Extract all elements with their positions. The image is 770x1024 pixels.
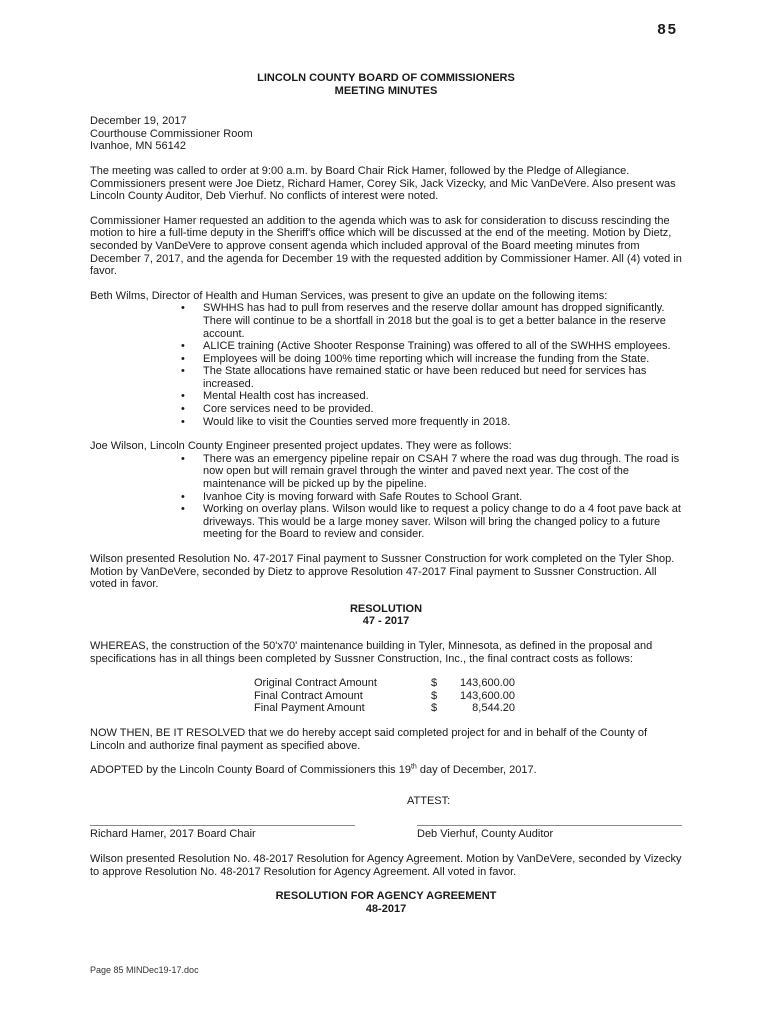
attest-label: ATTEST: bbox=[407, 794, 451, 807]
amount-value: 143,600.00 bbox=[459, 689, 515, 702]
list-item: • Core services need to be provided. bbox=[90, 403, 682, 416]
auditor-name: Deb Vierhuf, County Auditor bbox=[417, 828, 554, 841]
amount-value: 8,544.20 bbox=[472, 702, 515, 715]
chair-signature bbox=[90, 825, 355, 841]
agenda-paragraph: Commissioner Hamer requested an addition to the agenda which was to ask for consideration to discuss rescinding the motion to hire a full-time deputy in the Sheriff's office which will be discussed at the end of the meeting. Motion by Dietz, seconded by VanDeVere to approve consent agenda which included approval of the Board meeting minutes from December 7, 2017, and the agenda for December 19 with the requested addition by Commissioner Hamer. All (4) voted in favor. bbox=[90, 214, 682, 278]
list-item: • Would like to visit the Counties served more frequently in 2018. bbox=[90, 416, 682, 429]
document-subtitle: MEETING MINUTES bbox=[334, 84, 438, 97]
engineer-intro-paragraph: Joe Wilson, Lincoln County Engineer presented project updates. They were as follows: bbox=[90, 440, 512, 453]
signature-line bbox=[90, 825, 355, 826]
resolved-paragraph: NOW THEN, BE IT RESOLVED that we do hereby accept said completed project for and in behalf of the County of Lincoln and authorize final payment as specified above. bbox=[90, 726, 647, 752]
adopted-text-end: day of December, 2017. bbox=[416, 764, 537, 777]
list-item: • Working on overlay plans. Wilson would like to request a policy change to do a 4 foot pave back at driveways. This would be a large money saver. Wilson will bring the changed policy to a future meeting for the Board to review and consider. bbox=[90, 503, 682, 541]
engineer-update-list bbox=[90, 453, 682, 541]
page-footer: Page 85 MINDec19-17.doc bbox=[90, 965, 199, 975]
meeting-date: December 19, 2017 bbox=[90, 115, 187, 128]
amount-currency: $ bbox=[431, 677, 438, 690]
document-title: LINCOLN COUNTY BOARD OF COMMISSIONERS bbox=[257, 72, 515, 84]
amount-currency: $ bbox=[431, 689, 438, 702]
auditor-signature bbox=[417, 825, 682, 841]
signature-block bbox=[90, 825, 682, 841]
page-number: 85 bbox=[657, 21, 678, 38]
signature-line bbox=[417, 825, 682, 826]
amount-label: Final Payment Amount bbox=[254, 702, 365, 715]
list-item: • There was an emergency pipeline repair on CSAH 7 where the road was dug through. The road is now open but will remain gravel through the winter and paved next year. The cost of the maintenance will be picked up by the pipeline. bbox=[90, 453, 682, 491]
resolution-48-heading: RESOLUTION FOR AGENCY AGREEMENT bbox=[275, 890, 497, 903]
minutes-document bbox=[90, 72, 682, 915]
amount-label: Final Contract Amount bbox=[254, 689, 363, 702]
resolution-47-motion-paragraph: Wilson presented Resolution No. 47-2017 Final payment to Sussner Construction for work completed on the Tyler Shop. Motion by VanDeVere, seconded by Dietz to approve Resolution 47-2017 Final payment to Sussner Construction. All voted in favor. bbox=[90, 553, 675, 591]
list-item: • Employees will be doing 100% time reporting which will increase the funding from the State. bbox=[90, 353, 682, 366]
list-item: • Ivanhoe City is moving forward with Safe Routes to School Grant. bbox=[90, 491, 682, 504]
adopted-ordinal-suffix: th bbox=[410, 763, 417, 771]
amount-value: 143,600.00 bbox=[459, 677, 515, 690]
list-item: • The State allocations have remained static or have been reduced but need for services has increased. bbox=[90, 365, 682, 390]
adopted-text: ADOPTED by the Lincoln County Board of Commissioners this 19 bbox=[90, 764, 411, 777]
call-to-order-paragraph: The meeting was called to order at 9:00 a.m. by Board Chair Rick Hamer, followed by the Pledge of Allegiance. Commissioners present were Joe Dietz, Richard Hamer, Corey Sik, Jack Vizecky, and Mic VanDeVere. Also present was Lincoln County Auditor, Deb Vierhuf. No conflicts of interest were noted. bbox=[90, 164, 676, 203]
list-item: • ALICE training (Active Shooter Response Training) was offered to all of the SWHHS employees. bbox=[90, 340, 682, 353]
hhs-intro-paragraph: Beth Wilms, Director of Health and Human Services, was present to give an update on the following items: bbox=[90, 289, 608, 302]
resolution-47-number: 47 - 2017 bbox=[362, 615, 410, 628]
table-row bbox=[254, 690, 682, 703]
whereas-paragraph: WHEREAS, the construction of the 50'x70' maintenance building in Tyler, Minnesota, as defined in the proposal and specifications has in all things been completed by Sussner Construction, Inc., the final contract costs as follows: bbox=[90, 639, 653, 665]
resolution-48-number: 48-2017 bbox=[365, 902, 407, 915]
amount-label: Original Contract Amount bbox=[254, 677, 377, 690]
hhs-update-list bbox=[90, 302, 682, 428]
amount-currency: $ bbox=[431, 702, 438, 715]
resolution-48-motion-paragraph: Wilson presented Resolution No. 48-2017 Resolution for Agency Agreement. Motion by VanDeVere, seconded by Vizecky to approve Resolution No. 48-2017 Resolution for Agency Agreement. All voted in favor. bbox=[90, 852, 682, 878]
table-row bbox=[254, 702, 682, 715]
meeting-location: Courthouse Commissioner Room bbox=[90, 127, 253, 140]
adopted-paragraph bbox=[90, 764, 682, 777]
list-item: • Mental Health cost has increased. bbox=[90, 390, 682, 403]
meeting-city: Ivanhoe, MN 56142 bbox=[90, 140, 187, 153]
contract-amounts-table bbox=[254, 677, 682, 715]
resolution-47-heading: RESOLUTION bbox=[349, 602, 423, 615]
list-item: • SWHHS has had to pull from reserves and the reserve dollar amount has dropped significantly. There will continue to be a shortfall in 2018 but the goal is to get a better balance in the reserve account. bbox=[90, 302, 682, 340]
table-row bbox=[254, 677, 682, 690]
chair-name: Richard Hamer, 2017 Board Chair bbox=[90, 828, 256, 841]
